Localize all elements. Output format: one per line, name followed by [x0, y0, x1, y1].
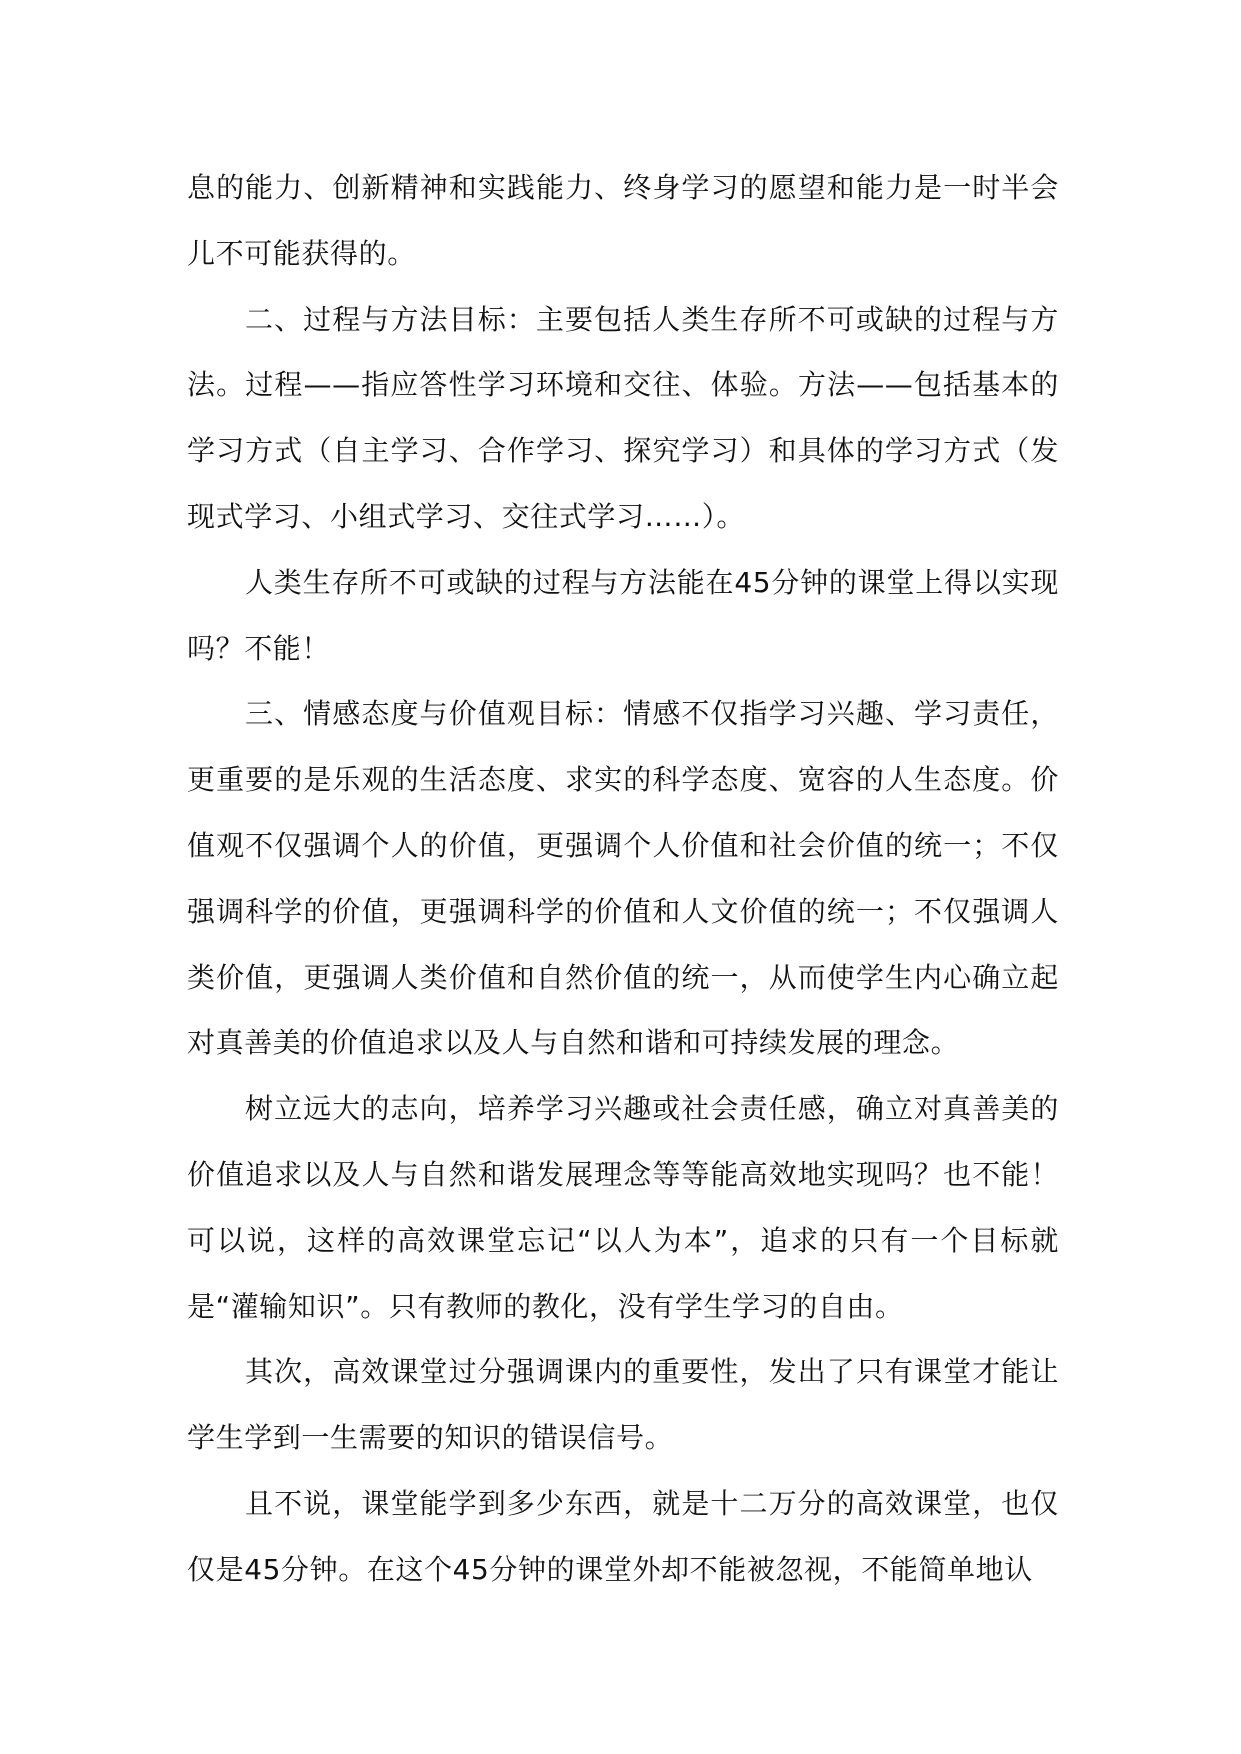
paragraph-7: 且不说，课堂能学到多少东西，就是十二万分的高效课堂，也仅仅是45分钟。在这个45分钟的课堂外却不能被忽视，不能简单地认 — [187, 1486, 1059, 1586]
document-body — [187, 155, 1059, 1603]
paragraph-5: 树立远大的志向，培养学习兴趣或社会责任感，确立对真善美的价值追求以及人与自然和谐发展理念等等能高效地实现吗？也不能！可以说，这样的高效课堂忘记“以人为本”，追求的只有一个目标就是“灌输知识”。只有教师的教化，没有学生学习的自由。 — [187, 1092, 1059, 1323]
paragraph-1: 息的能力、创新精神和实践能力、终身学习的愿望和能力是一时半会儿不可能获得的。 — [187, 171, 1059, 270]
paragraph-2: 二、过程与方法目标：主要包括人类生存所不可或缺的过程与方法。过程——指应答性学习环境和交往、体验。方法——包括基本的学习方式（自主学习、合作学习、探究学习）和具体的学习方式（发现式学习、小组式学习、交往式学习……）。 — [187, 302, 1059, 533]
paragraph-4: 三、情感态度与价值观目标：情感不仅指学习兴趣、学习责任，更重要的是乐观的生活态度、求实的科学态度、宽容的人生态度。价值观不仅强调个人的价值，更强调个人价值和社会价值的统一；不仅强调科学的价值，更强调科学的价值和人文价值的统一；不仅强调人类价值，更强调人类价值和自然价值的统一，从而使学生内心确立起对真善美的价值追求以及人与自然和谐和可持续发展的理念。 — [187, 697, 1059, 1060]
paragraph-6: 其次，高效课堂过分强调课内的重要性，发出了只有课堂才能让学生学到一生需要的知识的错误信号。 — [187, 1355, 1059, 1455]
paragraph-3: 人类生存所不可或缺的过程与方法能在45分钟的课堂上得以实现吗？不能！ — [187, 565, 1059, 665]
